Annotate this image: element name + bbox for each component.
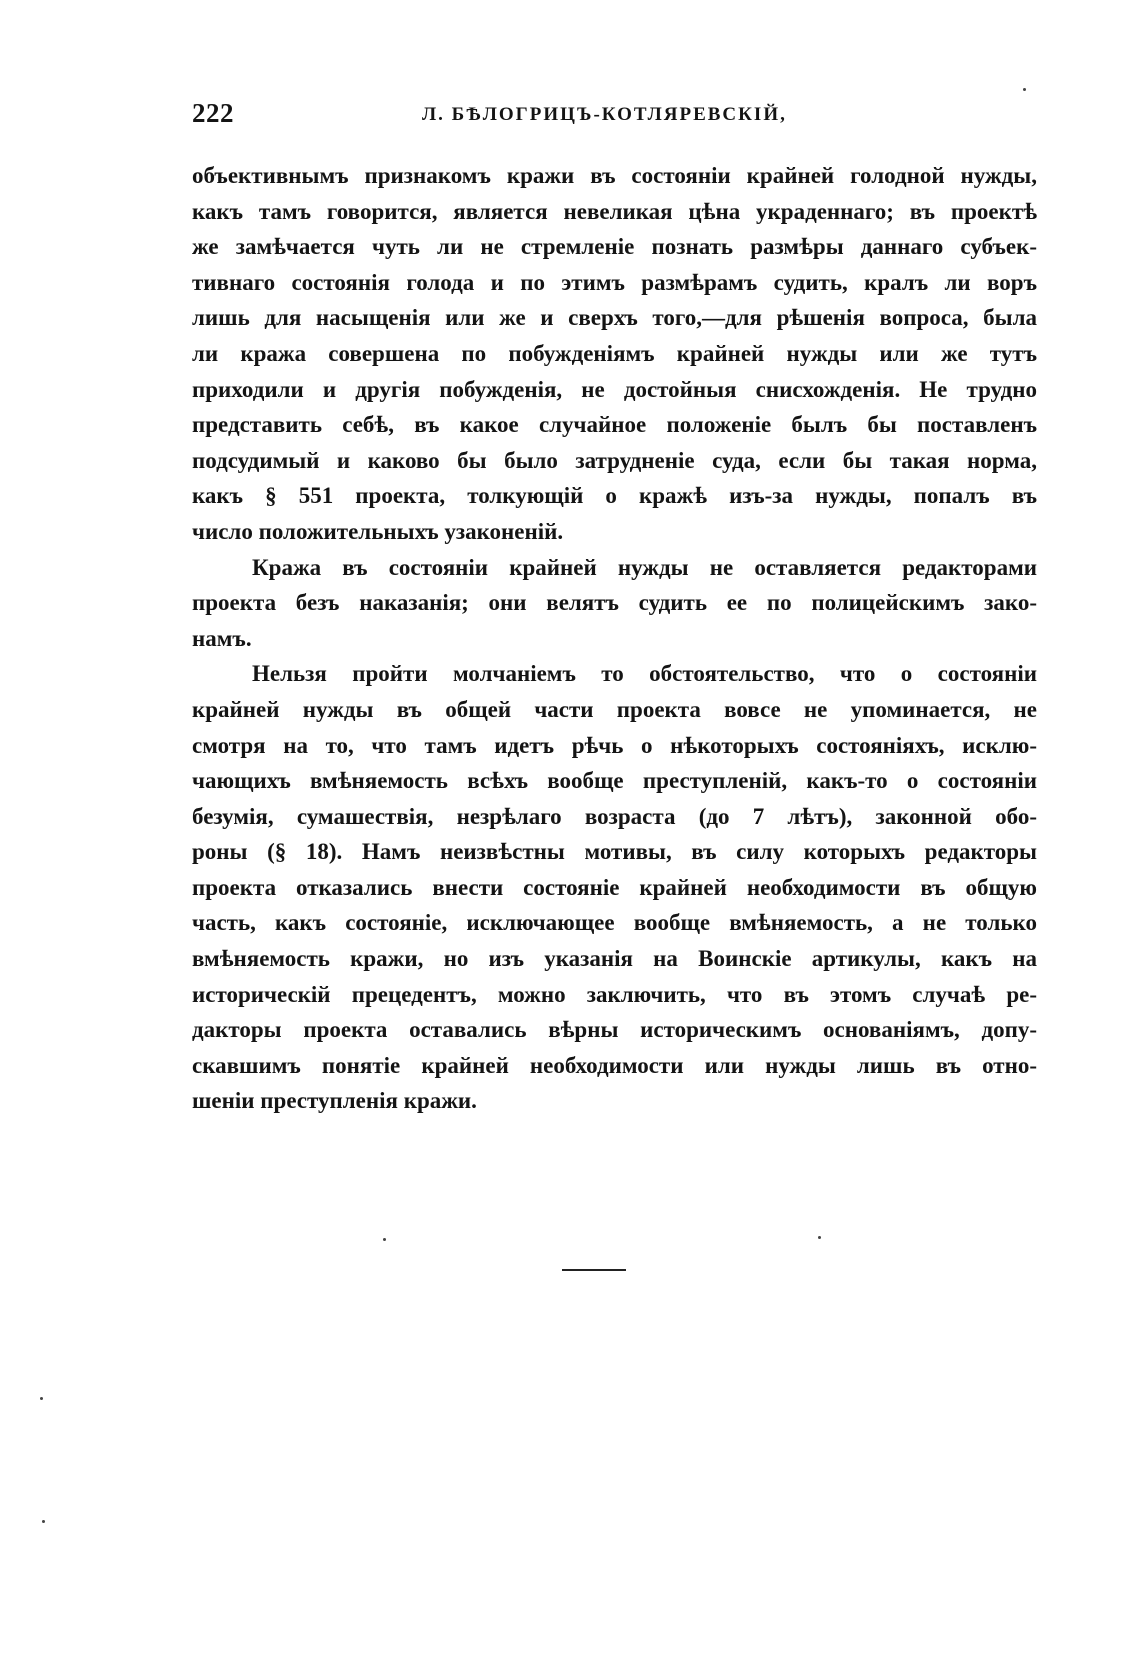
print-speck [40,1397,43,1400]
text-line: крайней нужды въ общей части проекта вовсе не упоминается, не [192,696,1037,722]
page-number: 222 [192,98,234,128]
paragraph-3 [192,656,1037,1119]
text-line: приходили и другія побужденія, не достойныя снисхожденія. Не трудно [192,376,1037,402]
print-speck [818,1236,821,1239]
text-line: шеніи преступленія кражи. [192,1088,477,1114]
print-speck [42,1520,45,1523]
text-line: вмѣняемость кражи, но изъ указанія на Воинскіе артикулы, какъ на [192,946,1037,972]
text-line: число положительныхъ узаконеній. [192,518,564,544]
text-line: роны (§ 18). Намъ неизвѣстны мотивы, въ силу которыхъ редакторы [192,839,1037,865]
text-line: тивнаго состоянія голода и по этимъ размѣрамъ судить, кралъ ли воръ [192,269,1037,295]
text-line: часть, какъ состояніе, исключающее вообще вмѣняемость, а не только [192,910,1037,936]
text-line: же замѣчается чуть ли не стремленіе познать размѣры даннаго субъек- [192,234,1037,260]
text-line: какъ § 551 проекта, толкующій о кражѣ изъ-за нужды, попалъ въ [192,483,1037,509]
page-header [192,98,1037,138]
print-speck [1023,88,1026,91]
text-line: объективнымъ признакомъ кражи въ состояніи крайней голодной нужды, [192,163,1037,188]
text-line: ли кража совершена по побужденіямъ крайней нужды или же тутъ [192,340,1037,366]
text-line: проекта безъ наказанія; они велятъ судить ее по полицейскимъ зако- [192,590,1037,616]
text-line: подсудимый и каково бы было затрудненіе суда, если бы такая норма, [192,447,1037,473]
text-line: дакторы проекта оставались вѣрны историческимъ основаніямъ, допу- [192,1017,1037,1043]
text-line: намъ. [192,625,252,651]
text-line: скавшимъ понятіе крайней необходимости или нужды лишь въ отно- [192,1052,1037,1078]
text-line: лишь для насыщенія или же и сверхъ того,—для рѣшенія вопроса, была [192,305,1037,331]
text-line: Нельзя пройти молчаніемъ то обстоятельство, что о состояніи [252,661,1037,687]
paragraph-1 [192,158,1037,550]
text-line: Кража въ состояніи крайней нужды не оставляется редакторами [252,554,1037,580]
text-line: смотря на то, что тамъ идетъ рѣчь о нѣкоторыхъ состояніяхъ, исклю- [192,732,1037,758]
text-line: представить себѣ, въ какое случайное положеніе былъ бы поставленъ [192,412,1037,438]
text-line: чающихъ вмѣняемость всѣхъ вообще преступленій, какъ-то о состояніи [192,768,1037,794]
paragraph-2 [192,550,1037,657]
running-head: Л. БѢЛОГРИЦЪ-КОТЛЯРЕВСКІЙ, [422,104,787,125]
text-line: безумія, сумашествія, незрѣлаго возраста (до 7 лѣтъ), законной обо- [192,803,1037,829]
body-text [192,158,1037,1119]
text-line: какъ тамъ говорится, является невеликая цѣна украденнаго; въ проектѣ [192,198,1037,224]
section-end-rule [562,1269,626,1271]
text-line: историческій прецедентъ, можно заключить, что въ этомъ случаѣ ре- [192,981,1037,1007]
print-speck [383,1238,386,1241]
text-line: проекта отказались внести состояніе крайней необходимости въ общую [192,874,1037,900]
